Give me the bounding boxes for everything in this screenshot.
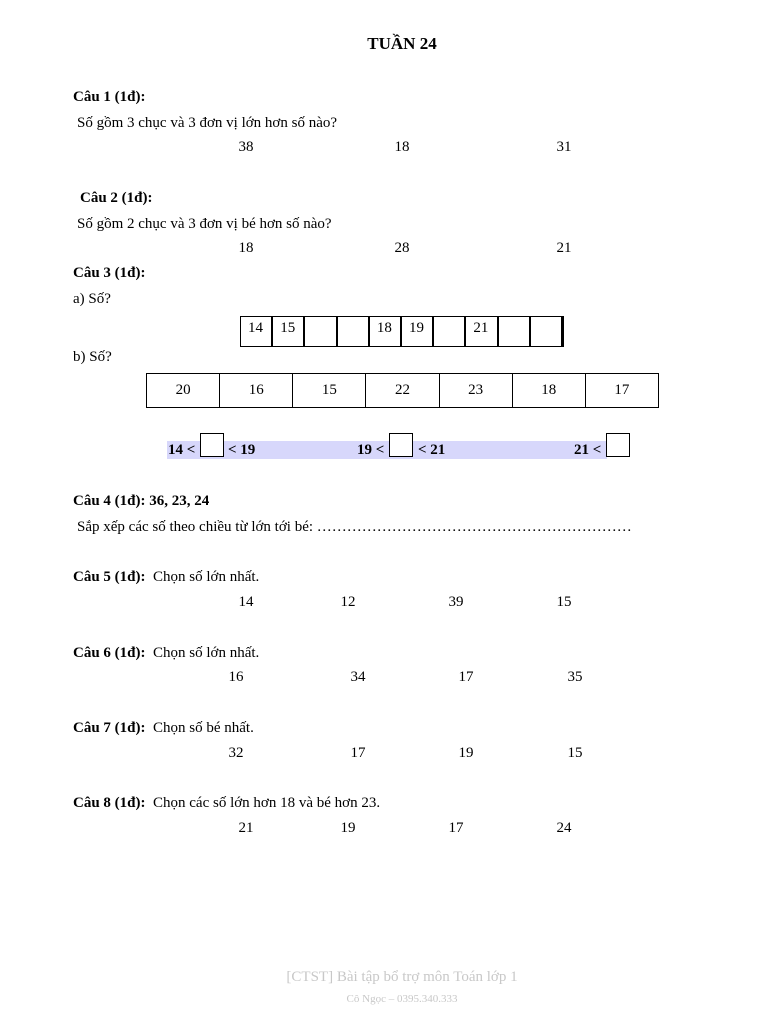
q2-label: Câu 2 (1đ):: [80, 190, 153, 206]
q3b-label: b) Số?: [73, 349, 112, 365]
footer-title: [CTST] Bài tập bổ trợ môn Toán lớp 1: [286, 969, 518, 985]
comparison-left: 19 <: [357, 442, 385, 458]
q5-option: 12: [340, 594, 356, 610]
table-cell: 15: [293, 374, 366, 408]
comparison-left: 21 <: [574, 442, 602, 458]
q5-text: Chọn số lớn nhất.: [153, 569, 260, 585]
page-title: TUẦN 24: [367, 34, 437, 53]
sequence-cell[interactable]: [499, 317, 531, 346]
q7-option: 17: [350, 745, 366, 761]
sequence-cell[interactable]: 19: [402, 317, 434, 346]
q7-label: Câu 7 (1đ):: [73, 720, 146, 736]
table-cell: 16: [220, 374, 293, 408]
q5-label: Câu 5 (1đ):: [73, 569, 146, 585]
q6-option: 34: [350, 669, 366, 685]
sequence-cell[interactable]: 14: [241, 317, 273, 346]
sequence-cell[interactable]: [531, 317, 563, 346]
q7-line: [73, 720, 254, 737]
numbers-table: [146, 373, 659, 408]
table-cell: 17: [585, 374, 658, 408]
q4-label: Câu 4 (1đ): 36, 23, 24: [73, 493, 210, 509]
sequence-cell[interactable]: [338, 317, 370, 346]
table-cell: 18: [512, 374, 585, 408]
q2-option: 18: [238, 240, 254, 256]
q6-text: Chọn số lớn nhất.: [153, 645, 260, 661]
q6-label: Câu 6 (1đ):: [73, 645, 146, 661]
q2-option: 21: [556, 240, 572, 256]
q8-text: Chọn các số lớn hơn 18 và bé hơn 23.: [153, 795, 381, 811]
q6-line: [73, 645, 259, 662]
q1-option: 18: [394, 139, 410, 155]
q8-option: 24: [556, 820, 572, 836]
number-sequence: [240, 316, 564, 347]
q8-line: [73, 795, 380, 812]
q7-option: 32: [228, 745, 244, 761]
q5-option: 14: [238, 594, 254, 610]
sequence-cell[interactable]: [305, 317, 337, 346]
comparison-right: < 21: [418, 442, 446, 458]
q4-text: Sắp xếp các số theo chiều từ lớn tới bé: ………………………………………………………: [77, 519, 632, 535]
table-row: [147, 374, 659, 408]
q1-option: 38: [238, 139, 254, 155]
q1-label: Câu 1 (1đ):: [73, 89, 146, 105]
q5-option: 39: [448, 594, 464, 610]
q8-label: Câu 8 (1đ):: [73, 795, 146, 811]
q7-option: 19: [458, 745, 474, 761]
comparison-left: 14 <: [168, 442, 196, 458]
q8-option: 17: [448, 820, 464, 836]
q6-option: 16: [228, 669, 244, 685]
q8-option: 21: [238, 820, 254, 836]
q5-line: [73, 569, 259, 586]
q2-text: Số gồm 2 chục và 3 đơn vị bé hơn số nào?: [77, 216, 332, 232]
sequence-cell[interactable]: 18: [370, 317, 402, 346]
q5-option: 15: [556, 594, 572, 610]
q8-option: 19: [340, 820, 356, 836]
q3-label: Câu 3 (1đ):: [73, 265, 146, 281]
q3a-label: a) Số?: [73, 291, 111, 307]
table-cell: 20: [147, 374, 220, 408]
q1-option: 31: [556, 139, 572, 155]
table-cell: 22: [366, 374, 439, 408]
sequence-cell[interactable]: 15: [273, 317, 305, 346]
sequence-cell[interactable]: 21: [466, 317, 498, 346]
q2-option: 28: [394, 240, 410, 256]
q7-text: Chọn số bé nhất.: [153, 720, 254, 736]
table-cell: 23: [439, 374, 512, 408]
q6-option: 35: [567, 669, 583, 685]
answer-box[interactable]: [606, 433, 630, 457]
footer-contact: Cô Ngọc – 0395.340.333: [346, 993, 458, 1005]
q1-text: Số gồm 3 chục và 3 đơn vị lớn hơn số nào?: [77, 115, 338, 131]
q6-option: 17: [458, 669, 474, 685]
q7-option: 15: [567, 745, 583, 761]
sequence-cell[interactable]: [434, 317, 466, 346]
answer-box[interactable]: [389, 433, 413, 457]
comparison-right: < 19: [228, 442, 256, 458]
answer-box[interactable]: [200, 433, 224, 457]
